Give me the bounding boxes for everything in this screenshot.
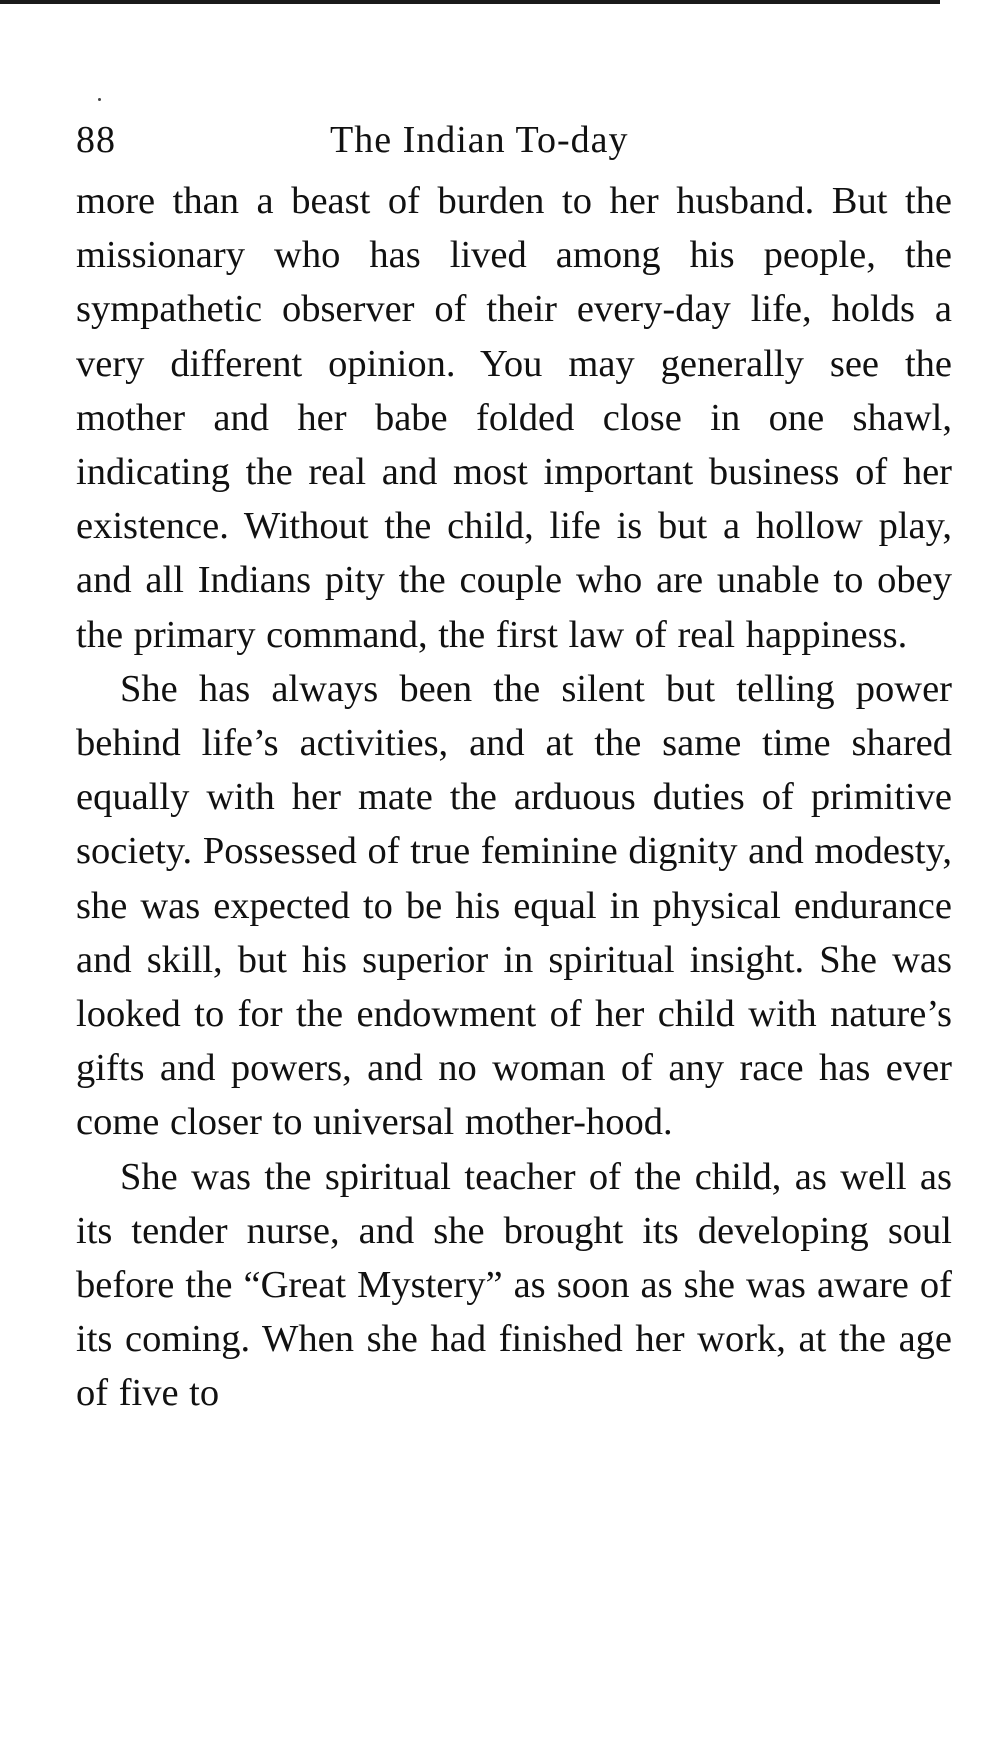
- top-border-rule: [0, 0, 1000, 4]
- running-title: The Indian To-day: [330, 119, 629, 161]
- paragraph-continued: more than a beast of burden to her husband. But the missionary who has lived among his people, the sympathetic observer of their every-day life, holds a very different opinion. You may generally see the mother and her babe folded close in one shawl, indicating the real and most important business of her existence. Without the child, life is but a hollow play, and all Indians pity the couple who are unable to obey the primary command, the first law of real happiness.: [76, 180, 952, 656]
- body-text: [76, 174, 952, 1421]
- paragraph-silent-power: She has always been the silent but telling power behind life’s activities, and at the same time shared equally with her mate the arduous duties of primitive society. Possessed of true feminine dignity and modesty, she was expected to be his equal in physical endurance and skill, but his superior in spiritual insight. She was looked to for the endowment of her child with nature’s gifts and powers, and no woman of any race has ever come closer to universal mother-hood.: [76, 667, 952, 1144]
- book-page: [76, 118, 952, 1421]
- page-number: 88: [76, 119, 116, 161]
- paragraph-spiritual-teacher: She was the spiritual teacher of the child, as well as its tender nurse, and she brought its developing soul before the “Great Mystery” as soon as she was aware of its coming. When she had finished her work, at the age of five to: [76, 1155, 952, 1415]
- top-border-gap: [940, 0, 1000, 4]
- running-head: [76, 118, 952, 174]
- scan-speck: [98, 98, 101, 101]
